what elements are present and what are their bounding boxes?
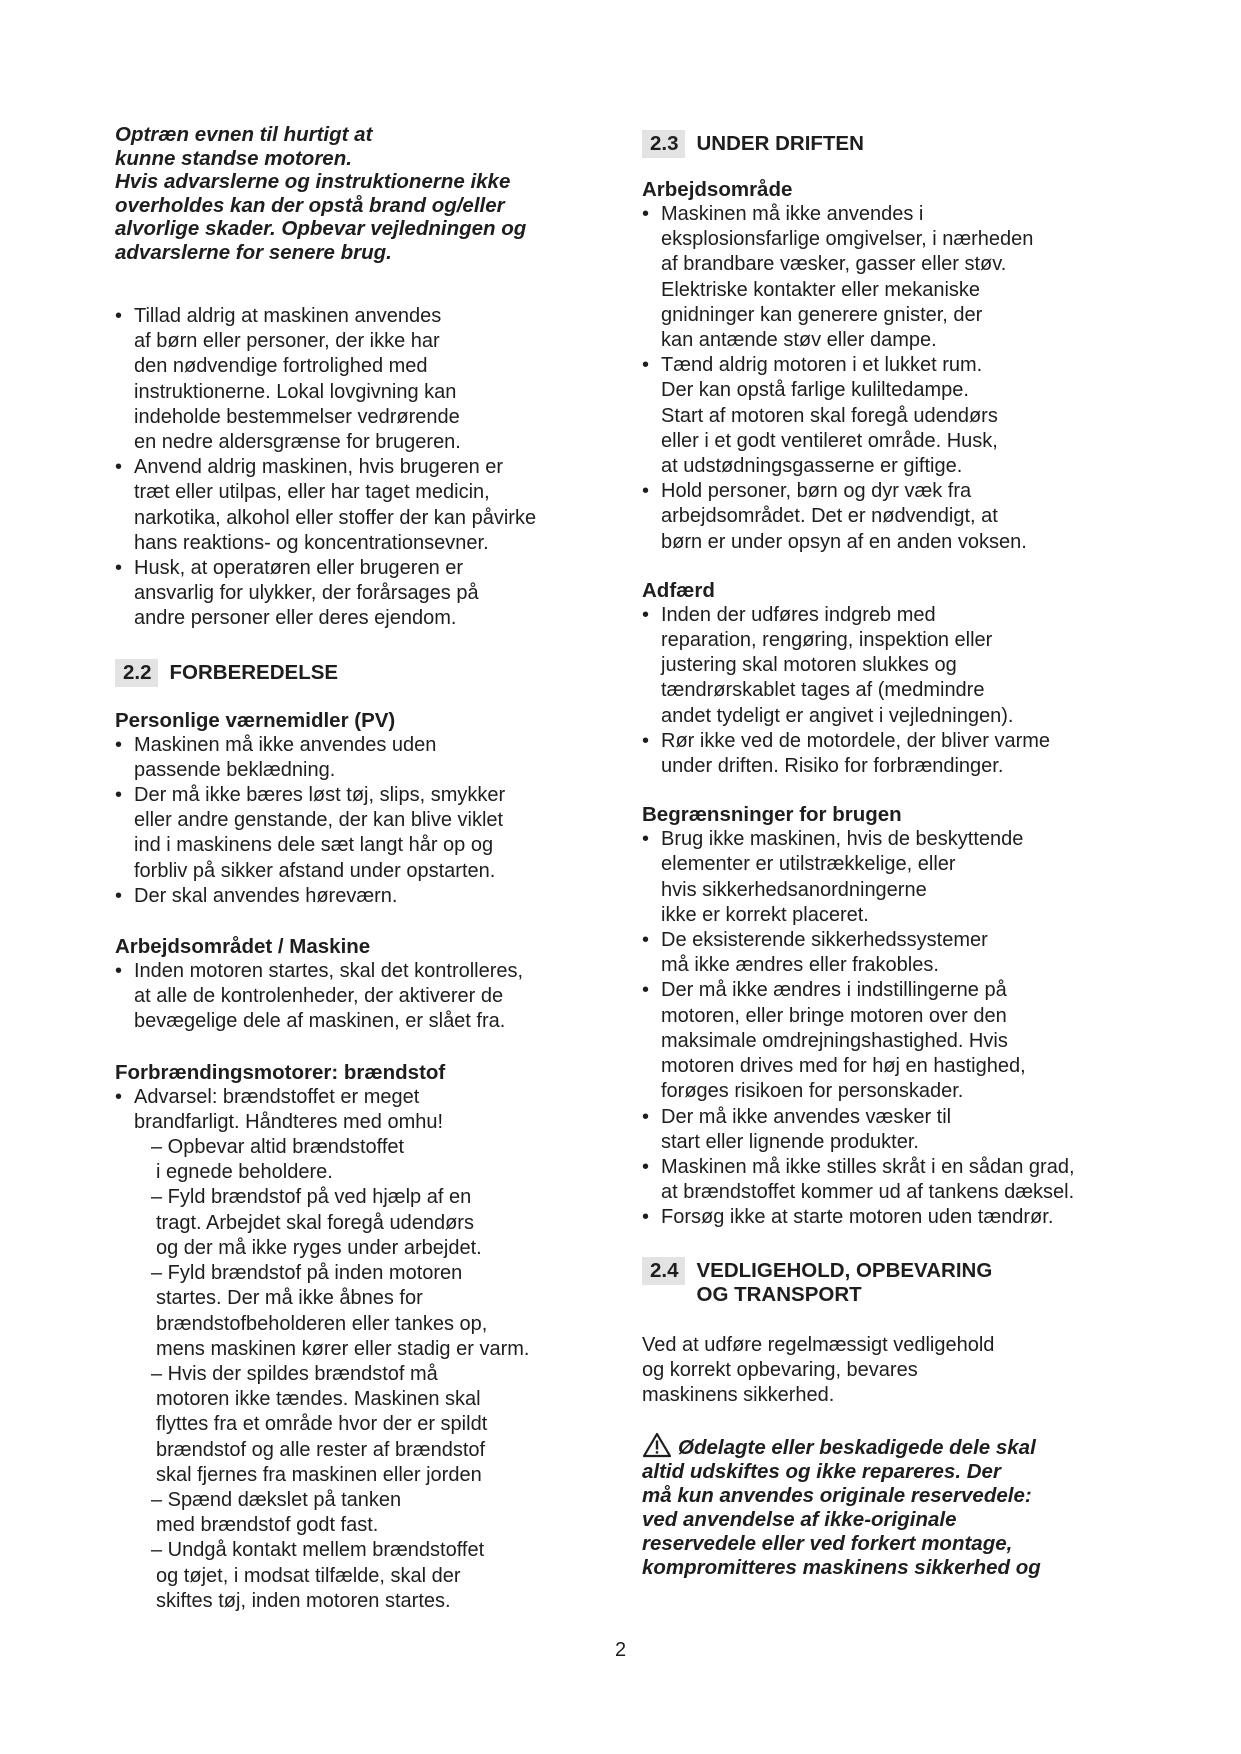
text-line: at udstødningsgasserne er giftige. (661, 455, 963, 478)
text-line: instruktionerne. Lokal lovgivning kan (134, 380, 457, 403)
fuel-list (115, 1085, 615, 1614)
intro-line: alvorlige skader. Opbevar vejledningen og (115, 217, 527, 240)
text-line: at alle de kontrolenheder, der aktiverer de (134, 985, 504, 1008)
text-line: at brændstoffet kommer ud af tankens dæksel. (661, 1181, 1075, 1204)
text-line: træt eller utilpas, eller har taget medicin, (134, 481, 490, 504)
sub-line: mens maskinen kører eller stadig er varm. (156, 1337, 530, 1360)
text-line: og korrekt opbevaring, bevares (642, 1358, 918, 1381)
text-line: • Maskinen må ikke anvendes i (661, 203, 924, 225)
subheading-behavior: Adfærd (642, 578, 715, 602)
sub-line: – Spænd dækslet på tanken (151, 1488, 402, 1511)
list-item (642, 1155, 1142, 1205)
text-line: Ødelagte eller beskadigede dele skal (678, 1436, 1036, 1460)
text-line: • Tillad aldrig at maskinen anvendes (134, 305, 442, 327)
text-line: børn er under opsyn af en anden voksen. (661, 530, 1027, 553)
sub-line: motoren ikke tændes. Maskinen skal (156, 1388, 481, 1411)
text-line: • Brug ikke maskinen, hvis de beskyttende (661, 828, 1024, 851)
text-line: den nødvendige fortrolighed med (134, 355, 428, 378)
text-line: maskinens sikkerhed. (642, 1383, 835, 1406)
text-line: bevægelige dele af maskinen, er slået fra. (134, 1010, 506, 1033)
text-line: • Anvend aldrig maskinen, hvis brugeren er (134, 456, 504, 479)
text-line: ved anvendelse af ikke-originale (642, 1508, 957, 1532)
text-line: af brandbare væsker, gasser eller støv. (661, 253, 1007, 276)
text-line: eller andre genstande, der kan blive viklet (134, 809, 504, 832)
sub-line: i egnede beholdere. (156, 1161, 333, 1184)
text-line: altid udskiftes og ikke repareres. Der (642, 1460, 1001, 1484)
text-line: • De eksisterende sikkerhedssystemer (661, 929, 988, 952)
text-line: ikke er korrekt placeret. (661, 903, 869, 926)
list-item (115, 959, 615, 1035)
text-line: motoren, eller bringe motoren over den (661, 1004, 1007, 1027)
sub-line: og tøjet, i modsat tilfælde, skal der (156, 1564, 461, 1587)
list-item (642, 729, 1142, 779)
text-line: • Tænd aldrig motoren i et lukket rum. (661, 354, 983, 377)
text-line: må kun anvendes originale reservedele: (642, 1484, 1032, 1508)
text-line: andet tydeligt er angivet i vejledningen). (661, 704, 1014, 727)
text-line: hvis sikkerhedsanordningerne (661, 878, 927, 901)
intro-warning (115, 123, 615, 264)
text-line: må ikke ændres eller frakobles. (661, 954, 939, 977)
limits-list (642, 827, 1142, 1230)
text-line: reparation, rengøring, inspektion eller (661, 629, 993, 652)
page-number: 2 (614, 1639, 627, 1661)
sub-line: skiftes tøj, inden motoren startes. (156, 1589, 451, 1612)
subheading-pv: Personlige værnemidler (PV) (115, 708, 396, 732)
list-item (115, 733, 615, 783)
text-line: eksplosionsfarlige omgivelser, i nærheden (661, 228, 1034, 251)
right-column (642, 130, 1142, 1580)
text-line: • Der må ikke anvendes væsker til (661, 1105, 952, 1128)
text-line: • Forsøg ikke at starte motoren uden tændrør. (661, 1206, 1054, 1229)
text-line: reservedele eller ved forkert montage, (642, 1532, 1013, 1556)
text-line: under driften. Risiko for forbrændinger. (661, 755, 1004, 778)
subheading-work-area: Arbejdsområde (642, 178, 793, 201)
section-number: 2.2 (115, 659, 158, 687)
section-title: UNDER DRIFTEN (696, 132, 864, 155)
title-line: OG TRANSPORT (696, 1282, 862, 1306)
section-title (697, 1257, 993, 1307)
sub-line: flyttes fra et område hvor der er spildt (156, 1413, 488, 1436)
list-item (115, 783, 615, 884)
text-line: kan antænde støv eller dampe. (661, 329, 937, 352)
list-item (115, 556, 615, 632)
text-line: hans reaktions- og koncentrationsevner. (134, 531, 489, 554)
text-line: Ved at udføre regelmæssigt vedligehold (642, 1333, 995, 1356)
section-number: 2.3 (642, 130, 685, 158)
list-item (642, 1205, 1142, 1230)
sub-line: – Hvis der spildes brændstof må (151, 1362, 438, 1385)
list-item (115, 884, 615, 909)
subheading-fuel: Forbrændingsmotorer: brændstof (115, 1060, 446, 1084)
section-heading-2-3 (642, 130, 1142, 158)
list-item (642, 928, 1142, 978)
text-line: elementer er utilstrækkelige, eller (661, 853, 956, 876)
section-number: 2.4 (642, 1257, 685, 1285)
section-heading-2-4 (642, 1257, 1142, 1307)
warning-triangle-icon (642, 1432, 672, 1458)
intro-line: overholdes kan der opstå brand og/eller (115, 193, 505, 217)
text-line: start eller lignende produkter. (661, 1130, 919, 1153)
sub-line: – Fyld brændstof på ved hjælp af en (151, 1186, 472, 1209)
list-item (642, 827, 1142, 928)
intro-line: Optræn evnen til hurtigt at (115, 123, 373, 146)
sub-line: – Fyld brændstof på inden motoren (151, 1262, 463, 1285)
text-line: en nedre aldersgrænse for brugeren. (134, 431, 461, 454)
text-line: passende beklædning. (134, 758, 336, 781)
list-item (642, 479, 1142, 555)
text-line: Start af motoren skal foregå udendørs (661, 404, 998, 427)
section-heading-2-2 (115, 659, 615, 687)
sub-line: brændstof og alle rester af brændstof (156, 1438, 486, 1461)
work-area-list (642, 202, 1142, 555)
section-title: FORBEREDELSE (169, 660, 339, 684)
text-line: • Der må ikke ændres i indstillingerne på (661, 979, 1007, 1002)
general-rules-list (115, 304, 615, 632)
text-line: • Advarsel: brændstoffet er meget (134, 1085, 420, 1108)
list-item (642, 978, 1142, 1104)
intro-line: advarslerne for senere brug. (115, 240, 392, 264)
text-line: • Maskinen må ikke anvendes uden (134, 733, 437, 756)
sub-line: brændstofbeholderen eller tankes op, (156, 1312, 488, 1335)
subheading-area: Arbejdsområdet / Maskine (115, 935, 371, 959)
text-line: maksimale omdrejningshastighed. Hvis (661, 1029, 1008, 1052)
sub-line: tragt. Arbejdet skal foregå udendørs (156, 1211, 474, 1234)
text-line: kompromitteres maskinens sikkerhed og (642, 1556, 1041, 1580)
text-line: ansvarlig for ulykker, der forårsages på (134, 582, 479, 605)
text-line: • Hold personer, børn og dyr væk fra (661, 480, 972, 503)
text-line: • Rør ikke ved de motordele, der bliver varme (661, 729, 1051, 752)
replacement-warning (642, 1432, 1142, 1580)
maintenance-paragraph (642, 1333, 1142, 1409)
area-list (115, 959, 615, 1035)
list-item (642, 1105, 1142, 1155)
text-line: af børn eller personer, der ikke har (134, 330, 440, 353)
list-item (115, 1085, 615, 1614)
list-item (642, 353, 1142, 479)
list-item (642, 202, 1142, 353)
pv-list (115, 733, 615, 909)
text-line: • Der må ikke bæres løst tøj, slips, smykker (134, 784, 506, 807)
text-line: • Maskinen må ikke stilles skråt i en sådan grad, (661, 1155, 1075, 1178)
sub-line: – Opbevar altid brændstoffet (151, 1136, 405, 1159)
left-column (115, 123, 615, 1614)
text-line: Elektriske kontakter eller mekaniske (661, 278, 981, 301)
list-item (642, 603, 1142, 729)
text-line: brandfarligt. Håndteres med omhu! (134, 1110, 444, 1133)
warning-first-line (642, 1432, 1142, 1460)
sub-line: med brændstof godt fast. (156, 1514, 379, 1537)
text-line: forbliv på sikker afstand under opstarten. (134, 859, 496, 882)
intro-line: kunne standse motoren. (115, 146, 352, 170)
text-line: arbejdsområdet. Det er nødvendigt, at (661, 505, 998, 528)
list-item (115, 455, 615, 556)
text-line: narkotika, alkohol eller stoffer der kan påvirke (134, 506, 537, 529)
text-line: forøges risikoen for personskader. (661, 1080, 964, 1103)
sub-line: og der må ikke ryges under arbejdet. (156, 1236, 482, 1259)
text-line: eller i et godt ventileret område. Husk, (661, 429, 998, 452)
text-line: Der kan opstå farlige kuliltedampe. (661, 379, 969, 402)
text-line: andre personer eller deres ejendom. (134, 607, 457, 630)
text-line: • Inden der udføres indgreb med (661, 603, 936, 626)
title-line: VEDLIGEHOLD, OPBEVARING (696, 1258, 993, 1282)
sub-line: skal fjernes fra maskinen eller jorden (156, 1463, 482, 1486)
text-line: indeholde bestemmelser vedrørende (134, 405, 460, 428)
text-line: gnidninger kan generere gnister, der (661, 303, 983, 326)
list-item (115, 304, 615, 455)
subheading-limits: Begrænsninger for brugen (642, 803, 902, 827)
text-line: • Inden motoren startes, skal det kontrolleres, (134, 960, 524, 983)
intro-line: Hvis advarslerne og instruktionerne ikke (115, 170, 511, 193)
text-line: • Der skal anvendes høreværn. (134, 884, 398, 907)
text-line: justering skal motoren slukkes og (661, 654, 957, 677)
behavior-list (642, 603, 1142, 779)
sub-line: startes. Der må ikke åbnes for (156, 1287, 423, 1310)
sub-line: – Undgå kontakt mellem brændstoffet (151, 1539, 485, 1562)
text-line: tændrørskablet tages af (medmindre (661, 679, 985, 702)
text-line: • Husk, at operatøren eller brugeren er (134, 557, 464, 580)
text-line: motoren drives med for høj en hastighed, (661, 1055, 1026, 1078)
text-line: ind i maskinens dele sæt langt hår op og (134, 834, 494, 857)
